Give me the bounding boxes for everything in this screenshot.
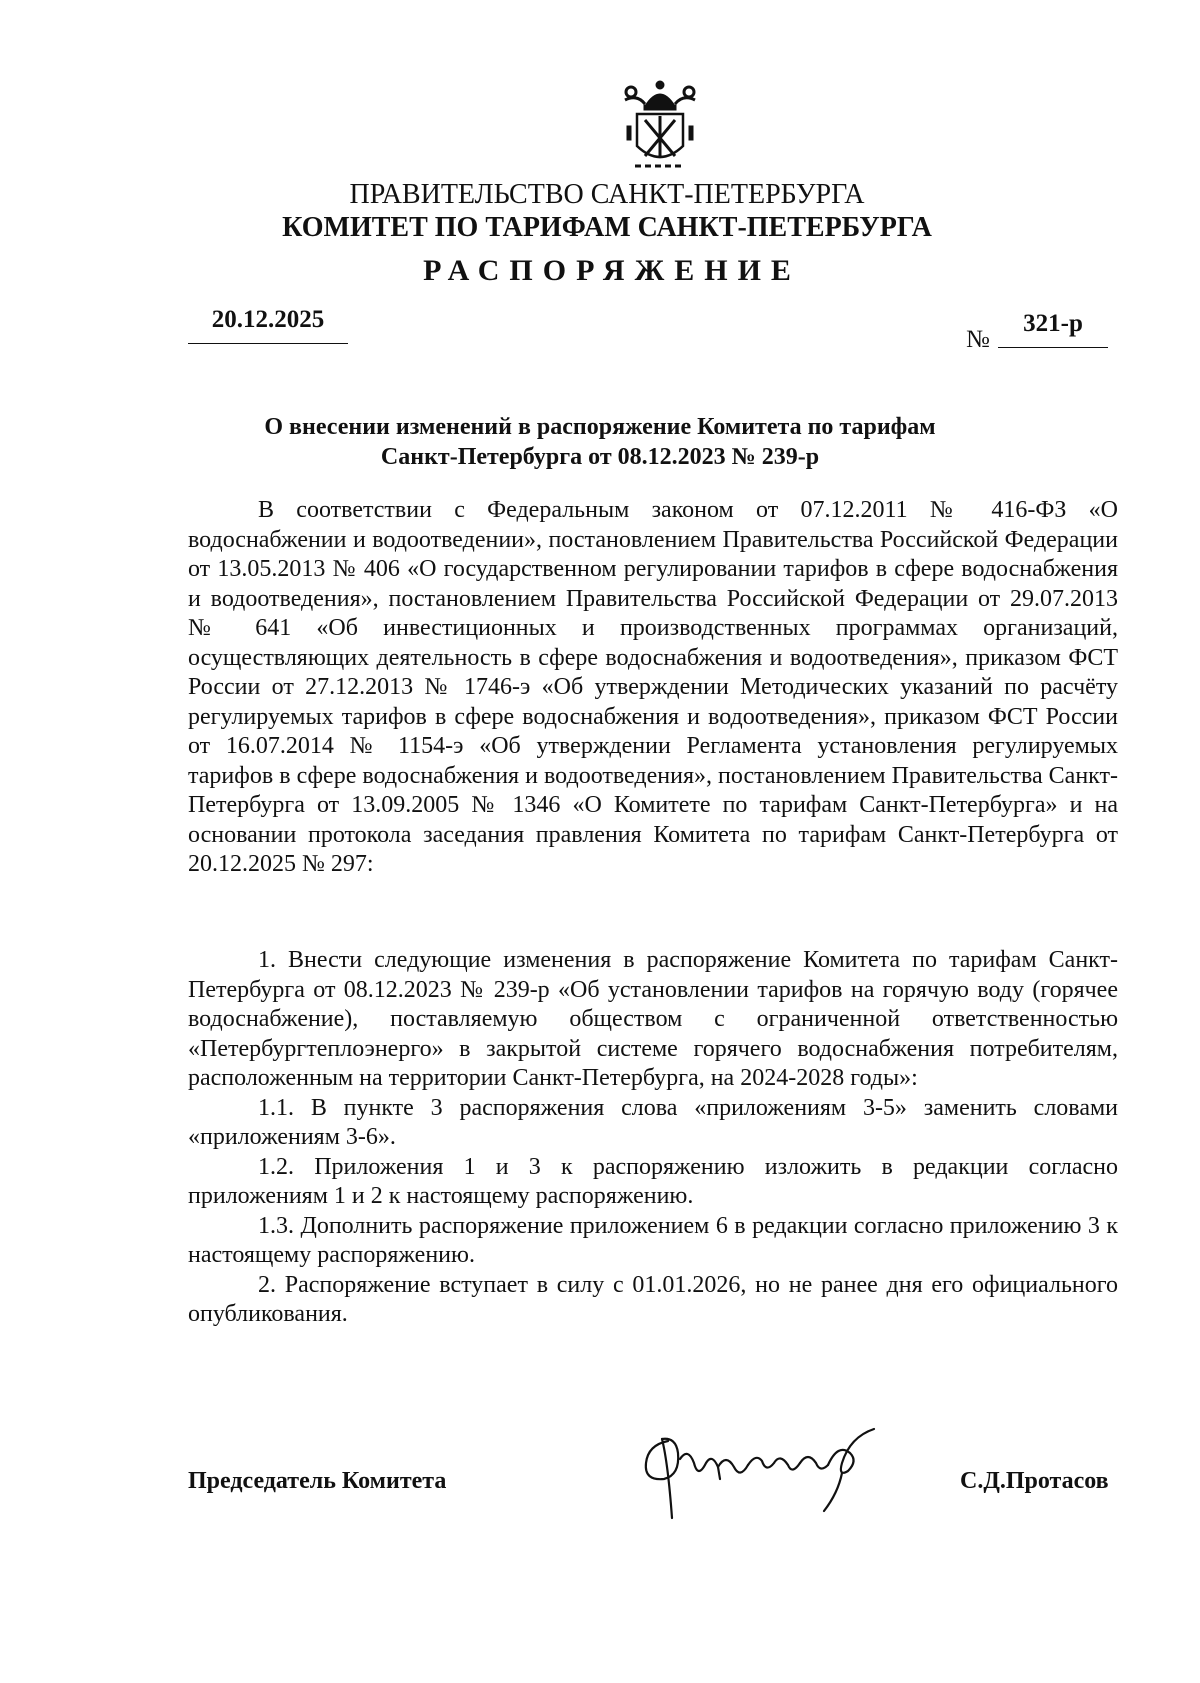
government-heading: ПРАВИТЕЛЬСТВО САНКТ-ПЕТЕРБУРГА — [349, 179, 865, 210]
decree-item: 1.3. Дополнить распоряжение приложением 6 в редакции согласно приложению 3 к настоящему распоряжению. — [188, 1212, 1118, 1268]
document-title-line-2: Санкт-Петербурга от 08.12.2023 № 239-р — [380, 444, 820, 470]
document-title-line-1: О внесении изменений в распоряжение Комитета по тарифам — [264, 414, 936, 440]
document-date: 20.12.2025 — [211, 306, 325, 333]
signatory-position: Председатель Комитета — [188, 1468, 447, 1494]
preamble-paragraph: В соответствии с Федеральным законом от 07.12.2011 № 416-ФЗ «О водоснабжении и водоотведении», постановлением Правительства Российской Федерации от 13.05.2013 № 406 «О государственном регулировании тарифов в сфере водоснабжения и водоотведения», постановлением Правительства Российской Федерации от 29.07.2013 № 641 «Об инвестиционных и производственных программах организаций, осуществляющих деятельность в сфере водоснабжения и водоотведения», приказом ФСТ России от 27.12.2013 № 1746-э «Об утверждении Методических указаний по расчёту регулируемых тарифов в сфере водоснабжения и водоотведения», приказом ФСТ России от 16.07.2014 № 1154-э «Об утверждении Регламента установления регулируемых тарифов в сфере водоснабжения и водоотведения», постановлением Правительства Санкт-Петербурга от 13.09.2005 № 1346 «О Комитете по тарифам Санкт-Петербурга» и на основании протокола заседания правления Комитета по тарифам Санкт-Петербурга от 20.12.2025 № 297: — [188, 497, 1118, 877]
handwritten-signature — [628, 1423, 898, 1533]
document-title — [200, 412, 1000, 472]
decree-item: 2. Распоряжение вступает в силу с 01.01.2026, но не ранее дня его официального опубликования. — [188, 1271, 1118, 1327]
preamble — [188, 496, 1118, 880]
coat-of-arms-icon — [615, 76, 705, 176]
date-underline — [188, 343, 348, 344]
document-type-heading: РАСПОРЯЖЕНИЕ — [423, 254, 801, 287]
document-number: 321-р — [1023, 310, 1083, 337]
signatory-name: С.Д.Протасов — [960, 1468, 1109, 1494]
number-sign: № — [966, 326, 990, 353]
decree-items — [188, 946, 1118, 1330]
decree-item: 1. Внести следующие изменения в распоряжение Комитета по тарифам Санкт-Петербурга от 08.12.2023 № 239-р «Об установлении тарифов на горячую воду (горячее водоснабжение), поставляемую обществом с ограниченной ответственностью «Петербургтеплоэнерго» в закрытой системе горячего водоснабжения потребителям, расположенным на территории Санкт-Петербурга, на 2024-2028 годы»: — [188, 947, 1118, 1091]
number-underline — [998, 347, 1108, 348]
committee-heading: КОМИТЕТ ПО ТАРИФАМ САНКТ-ПЕТЕРБУРГА — [282, 212, 932, 243]
decree-item: 1.1. В пункте 3 распоряжения слова «приложениям 3-5» заменить словами «приложениям 3-6». — [188, 1094, 1118, 1150]
decree-item: 1.2. Приложения 1 и 3 к распоряжению изложить в редакции согласно приложениям 1 и 2 к настоящему распоряжению. — [188, 1153, 1118, 1209]
